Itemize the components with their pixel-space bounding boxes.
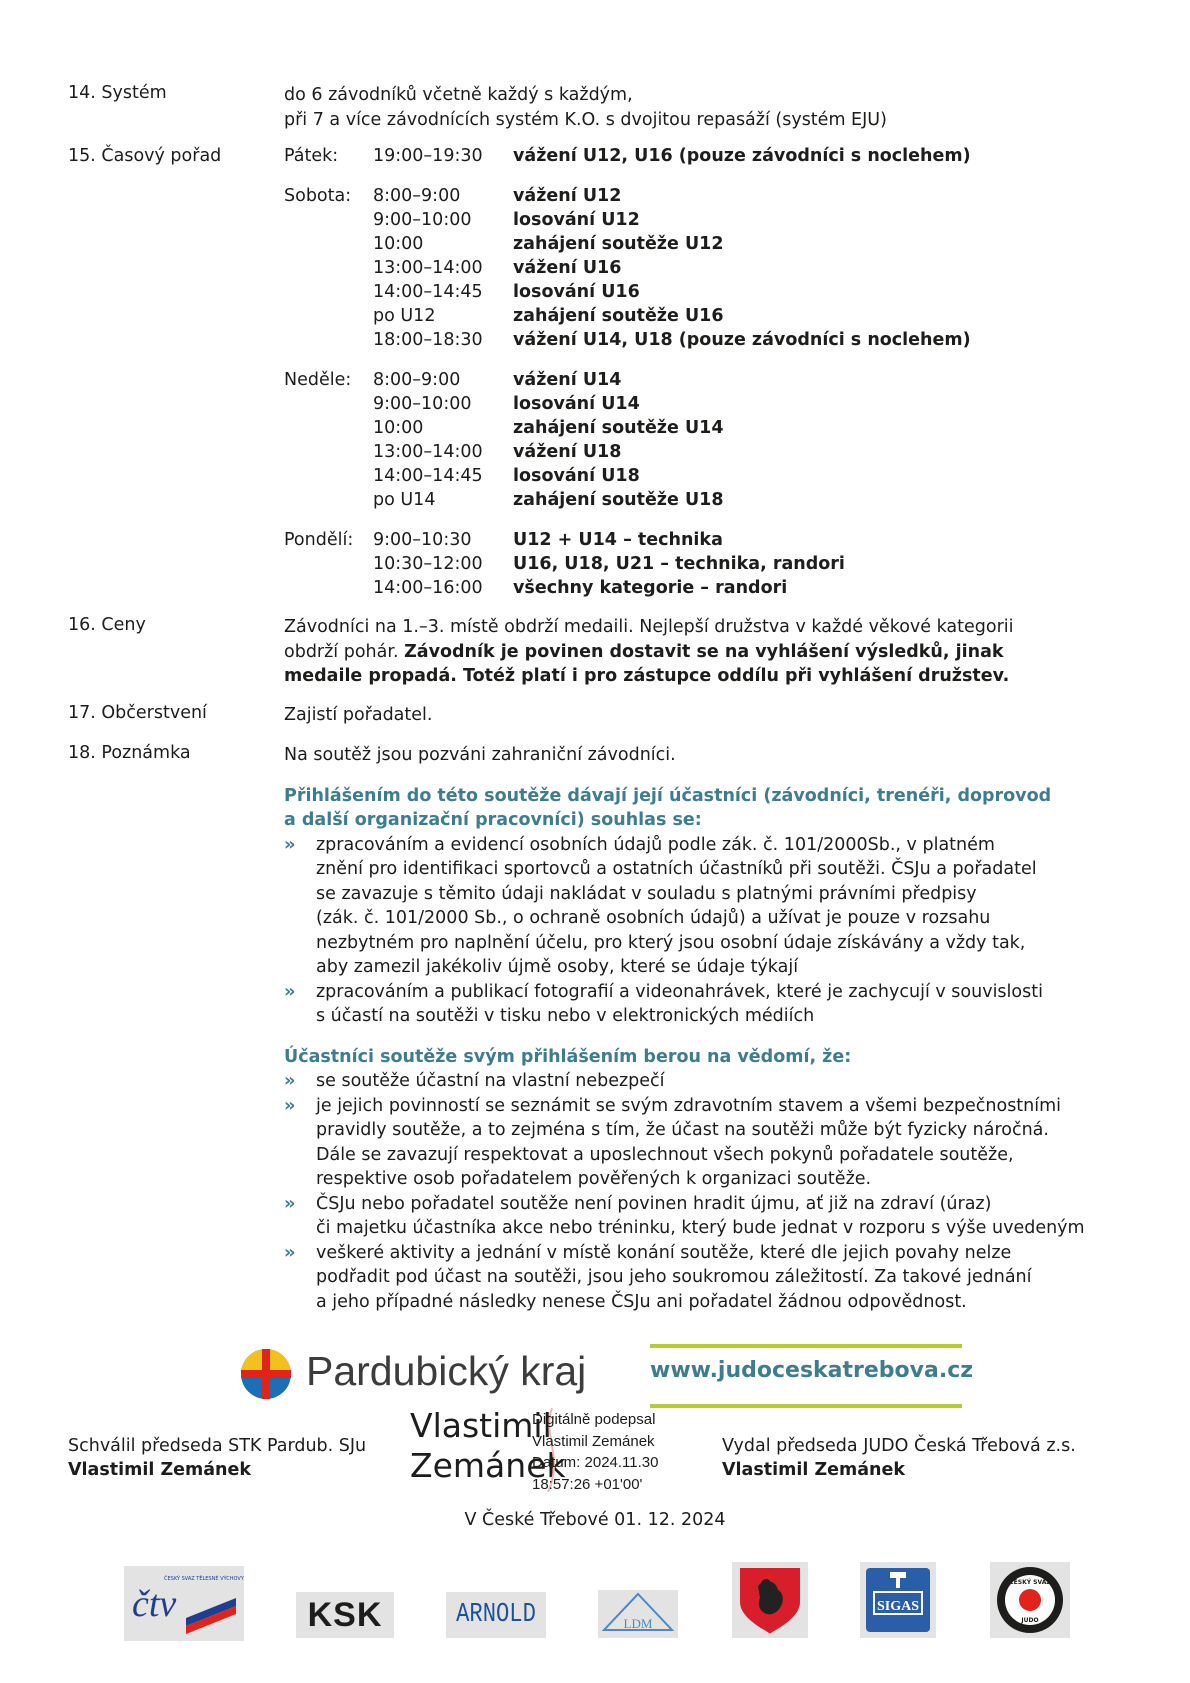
schedule-row: 10:00 zahájení soutěže U14 bbox=[373, 418, 724, 438]
website-link[interactable]: www.judoceskatrebova.cz bbox=[650, 1358, 974, 1383]
section-18-text: Na soutěž jsou pozváni zahraniční závodníci. Přihlášením do této soutěže dávají její účastníci (závodníci, trenéři, doprovod a další organizační pracovníci) souhlas se: ›› zpracováním a evidencí osobních údajů podle zák. č. 101/2000Sb., v platném znění pro identifikaci sportovců a ostatních účastníků při soutěži. ČSJu a pořadatel se zavazuje s těmito údaji nakládat v souladu s platnými právními předpisy (zák. č. 101/2000 Sb., o ochraně osobních údajů) a užívat je pouze v rozsahu nezbytném pro naplnění účelu, pro který jsou osobní údaje získávány a vždy tak, aby zamezil jakékoliv újmě osoby, které se údaje týkají ›› zpracováním a publikací fotografií a videonahrávek, které je zachycují v souvislosti s účastí na soutěži v tisku nebo v elektronických médiích Účastníci soutěže svým přihlášením berou na vědomí, že: ›› se soutěže účastní na vlastní nebezpečí ›› je jejich povinností se seznámit se svým zdravotním stavem a všemi bezpečnostními pravidly soutěže, a to zejména s tím, že účast na soutěži může být fyzicky náročná. Dále se zavazují respektovat a uposlechnout všech pokynů pořadatele soutěže, respektive osob pořadatelem pověřených k organizaci soutěže. ›› ČSJu nebo pořadatel soutěže není povinen hradit újmu, ať již na zdraví (úraz) či majetku účastníka akce nebo tréninku, který bude jednat v rozporu s výše uvedeným ›› veškeré aktivity a jednání v místě konání soutěže, které dle jejich povahy nelze podřadit pod účast na soutěži, jsou jeho soukromou záležitostí. Za takové jednání a jeho případné následky nenese ČSJu ani pořadatel žádnou odpovědnost. bbox=[284, 743, 1144, 1314]
ldm-logo bbox=[598, 1590, 678, 1638]
bullet-item: ›› se soutěže účastní na vlastní nebezpečí bbox=[284, 1069, 1144, 1094]
schedule-row: 18:00–18:30 vážení U14, U18 (pouze závodníci s noclehem) bbox=[373, 330, 971, 350]
bullet-item: ›› je jejich povinností se seznámit se svým zdravotním stavem a všemi bezpečnostními pravidly soutěže, a to zejména s tím, že účast na soutěži může být fyzicky náročná. Dále se zavazují respektovat a uposlechnout všech pokynů pořadatele soutěže, respektive osob pořadatelem pověřených k organizaci soutěže. bbox=[284, 1095, 1062, 1189]
ctv-logo bbox=[124, 1566, 244, 1641]
acknowledgement-heading: Účastníci soutěže svým přihlášením berou na vědomí, že: bbox=[284, 1046, 852, 1067]
schedule-row: 14:00–14:45 losování U16 bbox=[373, 282, 640, 302]
schedule-row: 8:00–9:00 vážení U12 bbox=[373, 186, 622, 206]
issued-name: Vlastimil Zemánek bbox=[722, 1460, 906, 1480]
consent-list bbox=[284, 833, 1144, 1029]
double-chevron-icon: ›› bbox=[284, 1193, 293, 1214]
svg-text:ČESKÝ SVAZ: ČESKÝ SVAZ bbox=[1009, 1579, 1051, 1586]
schedule-row: po U14 zahájení soutěže U18 bbox=[373, 490, 724, 510]
schedule-row: 14:00–14:45 losování U18 bbox=[373, 466, 640, 486]
ksk-logo: KSK bbox=[296, 1592, 394, 1638]
website-banner bbox=[650, 1344, 974, 1408]
approved-name: Vlastimil Zemánek bbox=[68, 1460, 252, 1480]
svg-text:JUDO: JUDO bbox=[1021, 1617, 1039, 1624]
section-17-text: Zajistí pořadatel. bbox=[284, 705, 433, 725]
region-name: Pardubický kraj bbox=[306, 1348, 587, 1394]
bullet-item: ›› zpracováním a publikací fotografií a videonahrávek, které je zachycují v souvislosti s účastí na soutěži v tisku nebo v elektronických médiích bbox=[284, 981, 1043, 1026]
ceska-trebova-coat-of-arms bbox=[732, 1562, 808, 1638]
consent-heading: Přihlášením do této soutěže dávají její účastníci (závodníci, trenéři, doprovod bbox=[284, 785, 1052, 806]
schedule-row: 19:00–19:30 vážení U12, U16 (pouze závodníci s noclehem) bbox=[373, 146, 971, 166]
section-15-number: 15. Časový pořad bbox=[68, 146, 222, 166]
double-chevron-icon: ›› bbox=[284, 981, 293, 1002]
svg-text:LDM: LDM bbox=[623, 1616, 653, 1631]
schedule-row: 9:00–10:00 losování U14 bbox=[373, 394, 640, 414]
section-17-number: 17. Občerstvení bbox=[68, 703, 207, 723]
day-label: Neděle: bbox=[284, 370, 352, 390]
csj-judo-logo bbox=[990, 1562, 1070, 1638]
svg-text:čtv: čtv bbox=[132, 1583, 177, 1625]
double-chevron-icon: ›› bbox=[284, 1071, 293, 1091]
issued-label: Vydal předseda JUDO Česká Třebová z.s. bbox=[722, 1436, 1076, 1456]
schedule-row: 8:00–9:00 vážení U14 bbox=[373, 370, 622, 390]
schedule-row: 9:00–10:00 losování U12 bbox=[373, 210, 640, 230]
schedule-row: 13:00–14:00 vážení U16 bbox=[373, 258, 622, 278]
day-label: Pátek: bbox=[284, 146, 339, 166]
signature-details: Digitálně podepsal Vlastimil Zemánek Datum: 2024.11.30 18:57:26 +01'00' bbox=[532, 1411, 659, 1493]
double-chevron-icon: ›› bbox=[284, 1095, 293, 1116]
region-emblem-icon bbox=[240, 1348, 292, 1400]
bullet-item: ›› veškeré aktivity a jednání v místě konání soutěže, které dle jejich povahy nelze podřadit pod účast na soutěži, jsou jeho soukromou záležitostí. Za takové jednání a jeho případné následky nenese ČSJu ani pořadatel žádnou odpovědnost. bbox=[284, 1242, 1032, 1312]
section-16-number: 16. Ceny bbox=[68, 615, 146, 635]
schedule-row: 10:30–12:00 U16, U18, U21 – technika, randori bbox=[373, 554, 845, 574]
day-label: Sobota: bbox=[284, 186, 352, 206]
section-14-number: 14. Systém bbox=[68, 83, 167, 103]
bullet-item: ›› zpracováním a evidencí osobních údajů podle zák. č. 101/2000Sb., v platném znění pro identifikaci sportovců a ostatních účastníků při soutěži. ČSJu a pořadatel se zavazuje s těmito údaji nakládat v souladu s platnými právními předpisy (zák. č. 101/2000 Sb., o ochraně osobních údajů) a užívat je pouze v rozsahu nezbytném pro naplnění účelu, pro který jsou osobní údaje získávány a vždy tak, aby zamezil jakékoliv újmě osoby, které se údaje týkají bbox=[284, 834, 1037, 977]
svg-text:SIGAS: SIGAS bbox=[876, 1599, 920, 1614]
sigas-logo bbox=[860, 1562, 936, 1638]
approved-label: Schválil předseda STK Pardub. SJu bbox=[68, 1436, 367, 1456]
double-chevron-icon: ›› bbox=[284, 1242, 293, 1263]
day-label: Pondělí: bbox=[284, 530, 354, 550]
double-chevron-icon: ›› bbox=[284, 834, 293, 855]
pardubicky-kraj-logo bbox=[240, 1346, 600, 1402]
schedule-row: 14:00–16:00 všechny kategorie – randori bbox=[373, 578, 788, 598]
schedule-row: 13:00–14:00 vážení U18 bbox=[373, 442, 622, 462]
bullet-item: ›› ČSJu nebo pořadatel soutěže není povinen hradit újmu, ať již na zdraví (úraz) či majetku účastníka akce nebo tréninku, který bude jednat v rozporu s výše uvedeným bbox=[284, 1193, 1085, 1238]
section-16-text: Závodníci na 1.–3. místě obdrží medaili. Nejlepší družstva v každé věkové kategorii obdrží pohár. Závodník je povinen dostavit se na vyhlášení výsledků, jinak medaile propadá. Totéž platí i pro zástupce oddílu při vyhlášení družstev. bbox=[284, 617, 1014, 686]
svg-text:ČESKÝ SVAZ TĚLESNÉ VÝCHOVY: ČESKÝ SVAZ TĚLESNÉ VÝCHOVY bbox=[164, 1576, 244, 1582]
schedule-row: po U12 zahájení soutěže U16 bbox=[373, 306, 724, 326]
schedule-row: 9:00–10:30 U12 + U14 – technika bbox=[373, 530, 723, 550]
digital-signature: Vlastimil Zemánek Digitálně podepsal Vlastimil Zemánek Datum: 2024.11.30 18:57:26 +01'00' bbox=[410, 1406, 710, 1496]
acknowledgement-list bbox=[284, 1069, 1144, 1314]
place-date: V České Třebové 01. 12. 2024 bbox=[464, 1510, 726, 1530]
section-18-number: 18. Poznámka bbox=[68, 743, 191, 763]
section-14-text: do 6 závodníků včetně každý s každým, při 7 a více závodnících systém K.O. s dvojitou repasáží (systém EJU) bbox=[284, 85, 887, 130]
arnold-logo: ARNOLD bbox=[446, 1592, 546, 1638]
schedule-row: 10:00 zahájení soutěže U12 bbox=[373, 234, 724, 254]
